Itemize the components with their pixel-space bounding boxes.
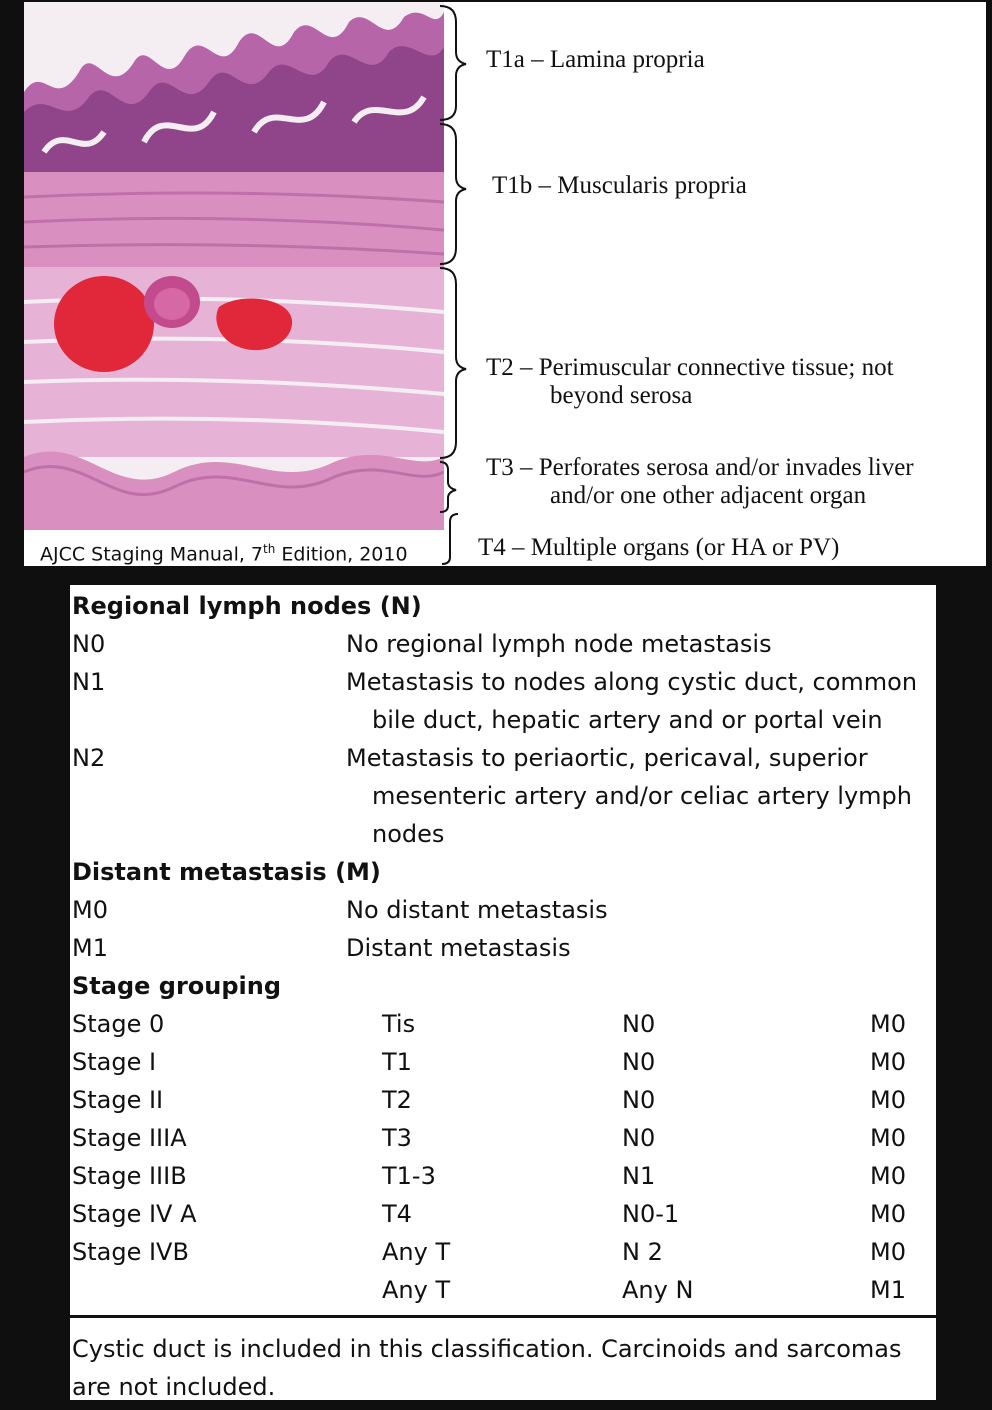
stage-grouping-heading: Stage grouping	[72, 972, 282, 1000]
stage-row: Any T Any N M1	[382, 1276, 906, 1304]
stage-row: Stage 0 Tis N0 M0	[72, 1010, 906, 1038]
stage-row: Stage IVB Any T N 2 M0	[72, 1238, 906, 1266]
t2-label: T2 – Perimuscular connective tissue; not beyond serosa	[486, 354, 894, 409]
m0-code: M0	[72, 896, 108, 924]
stage-row: Stage IIIA T3 N0 M0	[72, 1124, 906, 1152]
t3-label: T3 – Perforates serosa and/or invades liver and/or one other adjacent organ	[486, 454, 914, 509]
n0-code: N0	[72, 630, 106, 658]
t1a-label: T1a – Lamina propria	[486, 46, 705, 73]
n1-code: N1	[72, 668, 106, 696]
regional-lymph-nodes-heading: Regional lymph nodes (N)	[72, 592, 422, 620]
n2-code: N2	[72, 744, 106, 772]
stage-row: Stage I T1 N0 M0	[72, 1048, 906, 1076]
m1-description: Distant metastasis	[346, 934, 571, 962]
m0-description: No distant metastasis	[346, 896, 608, 924]
distant-metastasis-heading: Distant metastasis (M)	[72, 858, 381, 886]
figure-source-caption: AJCC Staging Manual, 7th Edition, 2010	[40, 542, 408, 566]
stage-row: Stage IIIB T1-3 N1 M0	[72, 1162, 906, 1190]
n2-description: Metastasis to periaortic, pericaval, superior mesenteric artery and/or celiac artery lymph nodes	[346, 744, 912, 848]
t1b-label: T1b – Muscularis propria	[492, 172, 747, 199]
table-divider	[70, 1315, 936, 1318]
histology-section-image	[24, 2, 444, 530]
m1-code: M1	[72, 934, 108, 962]
stage-row: Stage IV A T4 N0-1 M0	[72, 1200, 906, 1228]
table-footnote: Cystic duct is included in this classification. Carcinoids and sarcomas are not included.	[72, 1335, 902, 1401]
stage-row: Stage II T2 N0 M0	[72, 1086, 906, 1114]
tumor-depth-braces	[436, 2, 476, 566]
staging-figure	[24, 2, 986, 566]
n1-description: Metastasis to nodes along cystic duct, common bile duct, hepatic artery and or portal vein	[346, 668, 918, 734]
t4-label: T4 – Multiple organs (or HA or PV)	[478, 534, 840, 561]
n0-description: No regional lymph node metastasis	[346, 630, 772, 658]
staging-table	[70, 585, 936, 1400]
